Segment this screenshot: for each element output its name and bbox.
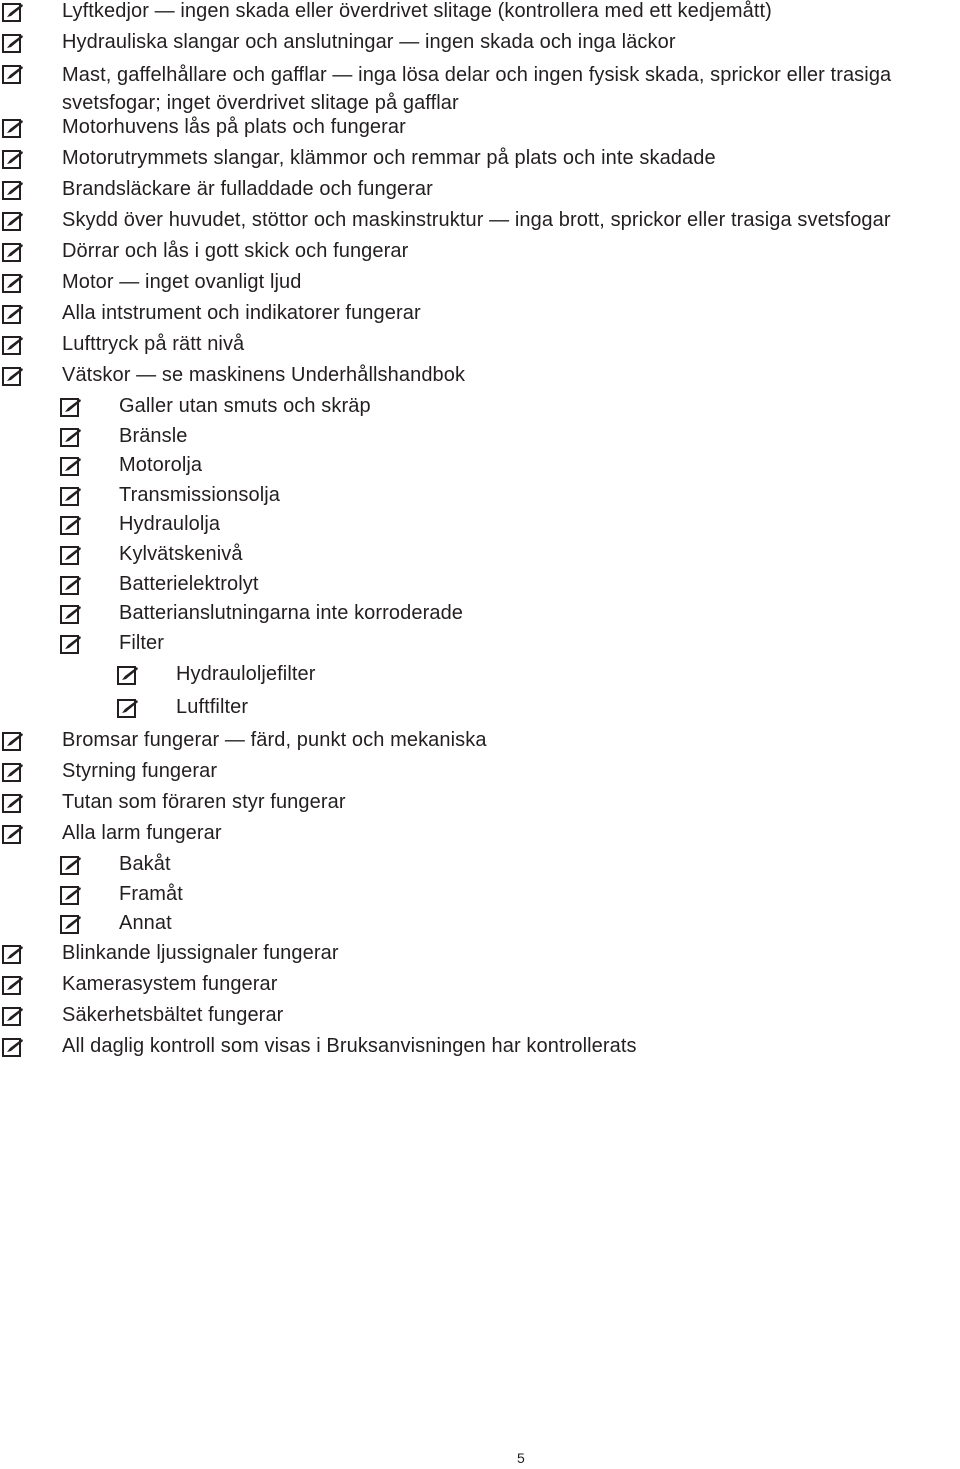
checkbox-checkmark-icon[interactable] <box>2 118 24 140</box>
checkbox-checkmark-icon[interactable] <box>2 1037 24 1059</box>
checklist-item-label: Motor — inget ovanligt ljud <box>62 271 302 293</box>
checklist-item-label: Skydd över huvudet, stöttor och maskinstruktur — inga brott, sprickor eller trasiga svetsfogar <box>62 209 891 231</box>
checklist-item-label: Hydraulolja <box>119 513 221 535</box>
checklist-item <box>0 1037 960 1067</box>
checklist-item-label: Styrning fungerar <box>62 760 218 782</box>
checkbox-checkmark-icon[interactable] <box>2 149 24 171</box>
checkbox-checkmark-icon[interactable] <box>2 335 24 357</box>
checklist-item-label: Annat <box>119 912 172 934</box>
checklist-item <box>0 2 960 32</box>
checkbox-checkmark-icon[interactable] <box>60 397 82 419</box>
checkbox-checkmark-icon[interactable] <box>2 64 24 86</box>
checkbox-checkmark-icon[interactable] <box>60 515 82 537</box>
checklist-item <box>0 855 960 885</box>
checklist-item <box>0 975 960 1005</box>
checkbox-checkmark-icon[interactable] <box>2 273 24 295</box>
checkbox-checkmark-icon[interactable] <box>60 604 82 626</box>
checkbox-checkmark-icon[interactable] <box>60 855 82 877</box>
checkbox-checkmark-icon[interactable] <box>2 944 24 966</box>
checklist-item-label: Bakåt <box>119 853 171 875</box>
checklist-item <box>0 914 960 944</box>
checkbox-checkmark-icon[interactable] <box>60 885 82 907</box>
checklist-item-label: Dörrar och lås i gott skick och fungerar <box>62 240 409 262</box>
checklist-item-label: Motorhuvens lås på plats och fungerar <box>62 116 406 138</box>
checkbox-checkmark-icon[interactable] <box>2 211 24 233</box>
checklist-item-label: Brandsläckare är fulladdade och fungerar <box>62 178 433 200</box>
checkbox-checkmark-icon[interactable] <box>60 427 82 449</box>
checkbox-checkmark-icon[interactable] <box>2 731 24 753</box>
checklist-item-label: Framåt <box>119 883 183 905</box>
checklist-item <box>0 545 960 575</box>
checklist-item-label: Batterianslutningarna inte korroderade <box>119 602 464 624</box>
checkbox-checkmark-icon[interactable] <box>2 975 24 997</box>
checkbox-checkmark-icon[interactable] <box>60 914 82 936</box>
checklist-item-label: Luftfilter <box>176 696 249 718</box>
checklist-item <box>0 604 960 634</box>
checklist-item-label: Kamerasystem fungerar <box>62 973 278 995</box>
checkbox-checkmark-icon[interactable] <box>2 2 24 24</box>
checklist-item-label: Lufttryck på rätt nivå <box>62 333 245 355</box>
checklist-item-label: Motorolja <box>119 454 203 476</box>
checklist-item-label: Hydrauloljefilter <box>176 663 316 685</box>
checklist-item <box>0 397 960 427</box>
checklist-item <box>0 731 960 761</box>
checkbox-checkmark-icon[interactable] <box>2 304 24 326</box>
checklist-item-label: Galler utan smuts och skräp <box>119 395 371 417</box>
checklist-item <box>0 242 960 272</box>
checkbox-checkmark-icon[interactable] <box>117 665 139 687</box>
checklist-item-label: Bränsle <box>119 425 188 447</box>
checklist-item-label: Blinkande ljussignaler fungerar <box>62 942 339 964</box>
checkbox-checkmark-icon[interactable] <box>2 824 24 846</box>
checklist-item <box>0 793 960 823</box>
checklist-item <box>0 944 960 974</box>
checklist-item-label: Filter <box>119 632 165 654</box>
checklist-item <box>0 304 960 334</box>
checklist-item <box>0 211 960 241</box>
checklist-item <box>0 634 960 664</box>
checkbox-checkmark-icon[interactable] <box>60 634 82 656</box>
checklist-item <box>0 456 960 486</box>
checkbox-checkmark-icon[interactable] <box>60 575 82 597</box>
checklist-item <box>0 273 960 303</box>
checkbox-checkmark-icon[interactable] <box>60 486 82 508</box>
checklist-item <box>0 149 960 179</box>
checklist-item <box>0 698 960 728</box>
checklist-item <box>0 118 960 148</box>
checklist-item-label: All daglig kontroll som visas i Bruksanvisningen har kontrollerats <box>62 1035 637 1057</box>
checklist-item-label: Batterielektrolyt <box>119 573 259 595</box>
checklist-item-label: Vätskor — se maskinens Underhållshandbok <box>62 364 466 386</box>
checklist-item <box>0 33 960 63</box>
checklist-item-label: Kylvätskenivå <box>119 543 243 565</box>
checklist-item <box>0 366 960 396</box>
checkbox-checkmark-icon[interactable] <box>2 793 24 815</box>
checkbox-checkmark-icon[interactable] <box>2 1006 24 1028</box>
checklist-item <box>0 1006 960 1036</box>
checklist-item-label: Tutan som föraren styr fungerar <box>62 791 346 813</box>
page-number: 5 <box>517 1450 525 1466</box>
checkbox-checkmark-icon[interactable] <box>2 180 24 202</box>
checkbox-checkmark-icon[interactable] <box>2 366 24 388</box>
checklist-item-label: Lyftkedjor — ingen skada eller överdrivet slitage (kontrollera med ett kedjemått) <box>62 0 772 22</box>
checklist-item-label: Alla intstrument och indikatorer fungerar <box>62 302 421 324</box>
checkbox-checkmark-icon[interactable] <box>117 698 139 720</box>
checklist-item <box>0 824 960 854</box>
checklist-item-label: Hydrauliska slangar och anslutningar — ingen skada och inga läckor <box>62 31 676 53</box>
checkbox-checkmark-icon[interactable] <box>2 762 24 784</box>
checklist-item-label: Säkerhetsbältet fungerar <box>62 1004 284 1026</box>
checklist-item <box>0 180 960 210</box>
checkbox-checkmark-icon[interactable] <box>60 545 82 567</box>
checklist-item <box>0 665 960 695</box>
checkbox-checkmark-icon[interactable] <box>60 456 82 478</box>
checklist-item <box>0 762 960 792</box>
checklist-item <box>0 64 960 114</box>
checklist-item <box>0 335 960 365</box>
checkbox-checkmark-icon[interactable] <box>2 33 24 55</box>
checklist-item-label: Transmissionsolja <box>119 484 281 506</box>
checklist-item-label: Mast, gaffelhållare och gafflar — inga lösa delar och ingen fysisk skada, sprickor eller trasiga svetsfogar; inget överdrivet slitage på gafflar <box>62 64 892 114</box>
checklist-item <box>0 515 960 545</box>
checklist-item-label: Alla larm fungerar <box>62 822 222 844</box>
checklist-item-label: Motorutrymmets slangar, klämmor och remmar på plats och inte skadade <box>62 147 716 169</box>
checklist-item-label: Bromsar fungerar — färd, punkt och mekaniska <box>62 729 487 751</box>
checkbox-checkmark-icon[interactable] <box>2 242 24 264</box>
